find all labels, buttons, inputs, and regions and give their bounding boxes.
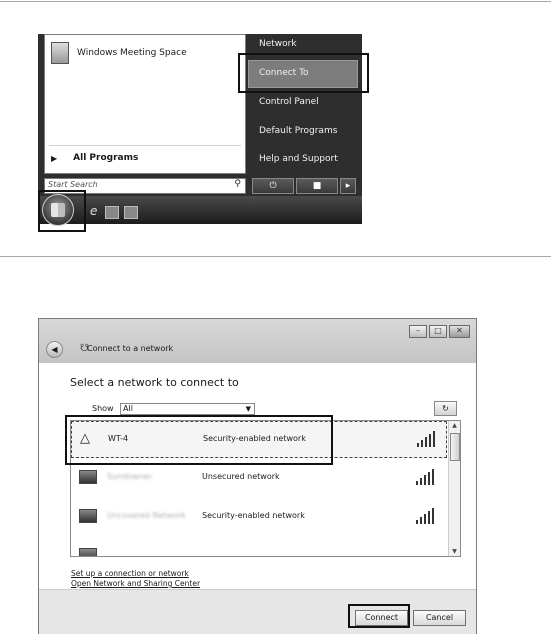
- signal-strength-icon: [417, 431, 439, 447]
- power-controls: [252, 178, 356, 194]
- show-filter-select[interactable]: [120, 403, 255, 415]
- chevron-down-icon: ▼: [245, 405, 251, 413]
- signal-strength-icon: [416, 508, 438, 524]
- maximize-icon[interactable]: □: [429, 325, 447, 338]
- network-security: Unsecured network: [202, 472, 280, 481]
- pinned-program-windows-meeting-space[interactable]: [51, 39, 187, 67]
- setup-connection-link[interactable]: Set up a connection or network: [71, 569, 189, 578]
- dialog-content: [39, 363, 476, 589]
- connect-to-network-window: [38, 318, 477, 634]
- network-security: Security-enabled network: [202, 511, 305, 520]
- refresh-button[interactable]: [434, 401, 457, 416]
- refresh-icon: ↻: [442, 404, 449, 413]
- internet-explorer-icon[interactable]: e: [90, 204, 98, 218]
- all-programs-button[interactable]: [51, 153, 138, 163]
- start-link-help-and-support[interactable]: Help and Support: [259, 154, 338, 164]
- top-rule: [0, 1, 551, 2]
- network-name: WT-4: [108, 434, 129, 443]
- search-icon[interactable]: ⚲: [234, 179, 241, 189]
- start-link-connect-to[interactable]: Connect To: [259, 68, 309, 78]
- wt4-callout-box: [65, 415, 333, 465]
- network-row-partial[interactable]: [71, 538, 447, 557]
- middle-rule: [0, 256, 551, 257]
- scroll-down-icon[interactable]: ▼: [452, 548, 457, 555]
- pinned-program-label: Windows Meeting Space: [77, 48, 187, 58]
- start-link-network[interactable]: Network: [259, 39, 297, 49]
- connect-button-callout-box: [348, 604, 410, 628]
- network-icon: ☋: [80, 343, 89, 354]
- network-row-3[interactable]: [71, 499, 447, 536]
- start-link-control-panel[interactable]: Control Panel: [259, 97, 319, 107]
- network-name: Sundowner: [107, 472, 153, 481]
- scroll-up-icon[interactable]: ▲: [452, 422, 457, 429]
- computer-network-icon: [79, 509, 97, 523]
- show-filter-label: Show: [92, 404, 114, 413]
- start-menu-programs-pane: [44, 34, 246, 174]
- windows-meeting-space-icon: [51, 42, 69, 64]
- triangle-right-icon: ▶: [51, 153, 58, 163]
- network-security: Security-enabled network: [203, 434, 306, 443]
- all-programs-label: All Programs: [73, 153, 139, 163]
- scrollbar-thumb[interactable]: [450, 433, 460, 461]
- network-name: Uncovered Network: [107, 511, 186, 520]
- connect-to-callout-box: [238, 53, 369, 93]
- arrow-right-icon[interactable]: ▸: [340, 178, 356, 194]
- back-arrow-icon[interactable]: ◀: [46, 341, 63, 358]
- switch-windows-icon[interactable]: [124, 206, 138, 219]
- start-link-default-programs[interactable]: Default Programs: [259, 126, 338, 136]
- cancel-button[interactable]: Cancel: [413, 610, 466, 626]
- dialog-footer: [39, 589, 476, 634]
- title-bar: [39, 319, 476, 363]
- programs-divider: [49, 145, 241, 146]
- network-row-2[interactable]: [71, 460, 447, 497]
- window-title: Connect to a network: [87, 344, 174, 353]
- power-icon[interactable]: ⏻: [252, 178, 294, 194]
- close-icon[interactable]: ✕: [449, 325, 470, 338]
- start-button-callout-box: [38, 190, 86, 232]
- wireless-network-icon: △: [80, 431, 90, 446]
- start-search-placeholder: Start Search: [48, 180, 98, 189]
- dialog-heading: Select a network to connect to: [70, 376, 239, 389]
- connect-button[interactable]: Connect: [355, 610, 408, 626]
- minimize-icon[interactable]: –: [409, 325, 427, 338]
- taskbar: [38, 196, 362, 224]
- computer-network-icon: [79, 470, 97, 484]
- show-desktop-icon[interactable]: [105, 206, 119, 219]
- network-list-scrollbar[interactable]: [448, 421, 460, 556]
- show-filter-value: All: [123, 404, 133, 413]
- network-sharing-center-link[interactable]: Open Network and Sharing Center: [71, 579, 201, 588]
- signal-strength-icon: [416, 469, 438, 485]
- computer-network-icon: [79, 548, 97, 557]
- lock-icon[interactable]: ■: [296, 178, 338, 194]
